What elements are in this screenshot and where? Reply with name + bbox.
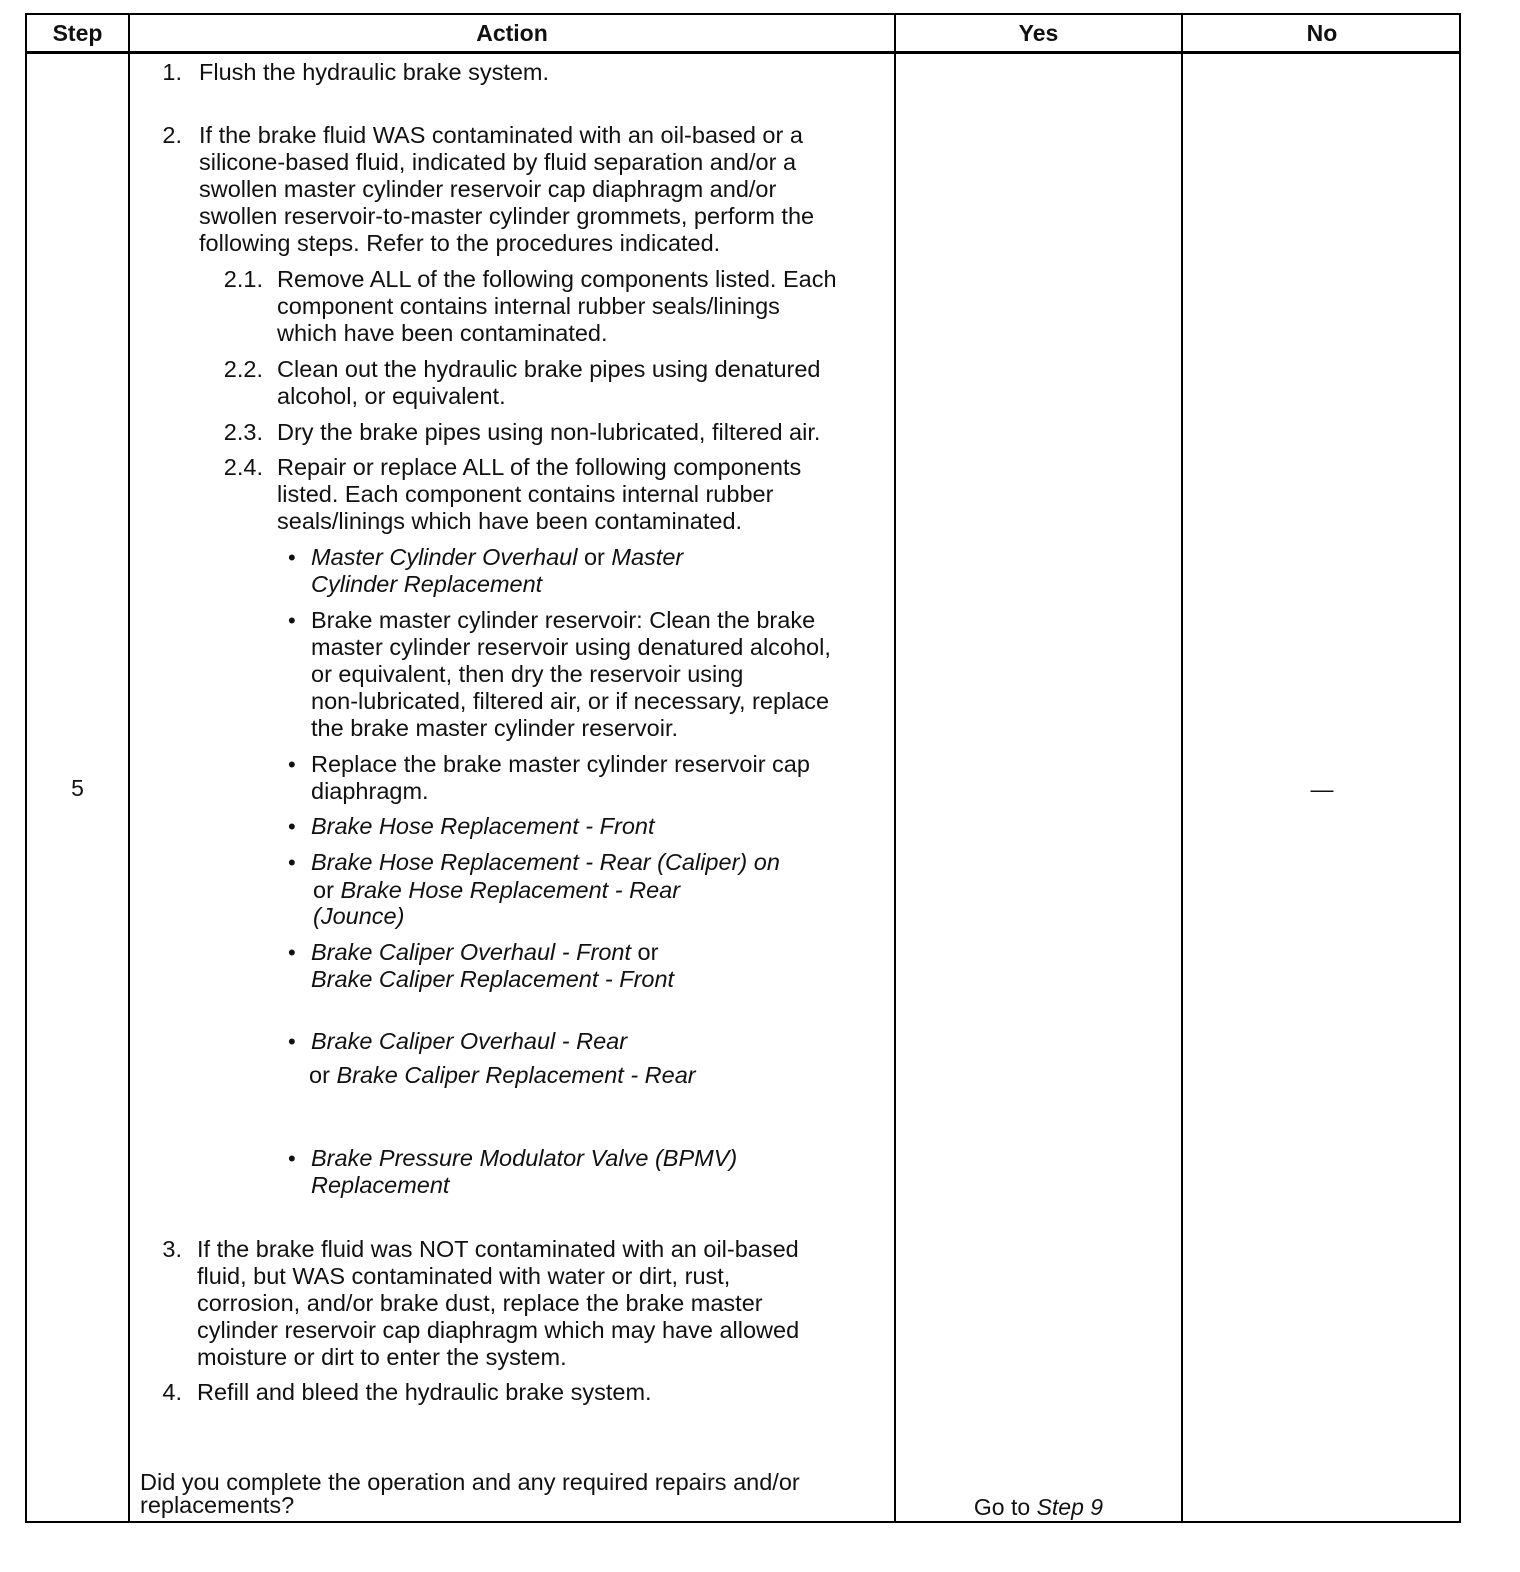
step-2-line-1: If the brake fluid WAS contaminated with an oil-based or a (199, 122, 803, 148)
step-2-1-line-3: which have been contaminated. (277, 320, 608, 346)
step-4-number: 4. (162, 1379, 182, 1405)
step-2-2-line-2: alcohol, or equivalent. (277, 383, 506, 409)
step-3-line-4: cylinder reservoir cap diaphragm which may have allowed (197, 1317, 800, 1343)
step-1-number: 1. (162, 59, 182, 85)
step-2-number: 2. (162, 122, 182, 148)
col-divider-action (894, 15, 896, 1521)
step-2-line-2: silicone-based fluid, indicated by fluid separation and/or a (199, 149, 797, 175)
bullet-8-line-2: Replacement (311, 1172, 450, 1198)
step-4-text: Refill and bleed the hydraulic brake system. (197, 1379, 652, 1405)
yes-step-link: Step 9 (1036, 1494, 1104, 1520)
header-yes: Yes (1018, 20, 1059, 46)
bullet-2-line-2: master cylinder reservoir using denatured alcohol, (311, 634, 831, 660)
bullet-6-line-2: Brake Caliper Replacement - Front (311, 966, 675, 992)
step-2-4-line-2: listed. Each component contains internal rubber (277, 481, 774, 507)
bullet-icon: • (288, 814, 296, 839)
step-2-4-line-1: Repair or replace ALL of the following components (277, 454, 802, 480)
step-2-2-number: 2.2. (223, 356, 263, 382)
bullet-1-line-1: Master Cylinder Overhaul or Master (311, 544, 684, 570)
bullet-5-line-3: (Jounce) (313, 903, 405, 929)
bullet-icon: • (288, 608, 296, 633)
step-1-text: Flush the hydraulic brake system. (199, 59, 550, 85)
bullet-3-line-2: diaphragm. (311, 778, 429, 804)
bullet-7-line-2: or Brake Caliper Replacement - Rear (309, 1062, 696, 1088)
header-no: No (1306, 20, 1338, 46)
step-2-4-line-3: seals/linings which have been contaminated. (277, 508, 743, 534)
bullet-icon: • (288, 545, 296, 570)
bullet-4-line-1: Brake Hose Replacement - Front (311, 813, 655, 839)
yes-prefix: Go to (973, 1494, 1037, 1520)
header-divider (27, 51, 1459, 54)
step-3-line-1: If the brake fluid was NOT contaminated with an oil-based (197, 1236, 799, 1262)
header-step: Step (52, 20, 103, 46)
step-2-2-line-1: Clean out the hydraulic brake pipes using denatured (277, 356, 821, 382)
bullet-3-line-1: Replace the brake master cylinder reservoir cap (311, 751, 810, 777)
step-2-1-line-1: Remove ALL of the following components listed. Each (277, 266, 837, 292)
bullet-6-line-1: Brake Caliper Overhaul - Front or (311, 939, 659, 965)
col-divider-step (128, 15, 130, 1521)
bullet-icon: • (288, 752, 296, 777)
question-line-1: Did you complete the operation and any required repairs and/or (140, 1469, 800, 1495)
step-2-line-5: following steps. Refer to the procedures indicated. (199, 230, 721, 256)
no-result: — (1310, 776, 1334, 802)
step-2-3-number: 2.3. (223, 419, 263, 445)
step-number: 5 (71, 775, 84, 801)
bullet-2-line-5: the brake master cylinder reservoir. (311, 715, 679, 741)
step-3-line-2: fluid, but WAS contaminated with water or dirt, rust, (197, 1263, 731, 1289)
bullet-5-line-2: or Brake Hose Replacement - Rear (313, 877, 681, 903)
bullet-2-line-1: Brake master cylinder reservoir: Clean the brake (311, 607, 816, 633)
bullet-8-line-1: Brake Pressure Modulator Valve (BPMV) (311, 1145, 738, 1171)
step-3-number: 3. (162, 1236, 182, 1262)
step-2-1-line-2: component contains internal rubber seals/linings (277, 293, 780, 319)
step-2-1-number: 2.1. (223, 266, 263, 292)
bullet-1-line-2: Cylinder Replacement (311, 571, 543, 597)
step-2-line-4: swollen reservoir-to-master cylinder grommets, perform the (199, 203, 815, 229)
step-3-line-5: moisture or dirt to enter the system. (197, 1344, 567, 1370)
question-line-2: replacements? (140, 1492, 295, 1518)
bullet-icon: • (288, 850, 296, 875)
step-2-4-number: 2.4. (223, 454, 263, 480)
bullet-icon: • (288, 1029, 296, 1054)
header-action: Action (476, 20, 548, 46)
col-divider-yes (1181, 15, 1183, 1521)
bullet-2-line-3: or equivalent, then dry the reservoir using (311, 661, 744, 687)
bullet-icon: • (288, 1146, 296, 1171)
bullet-2-line-4: non-lubricated, filtered air, or if necessary, replace (311, 688, 830, 714)
yes-result (896, 1494, 1181, 1521)
diagnostic-table (25, 13, 1461, 1523)
bullet-5-line-1: Brake Hose Replacement - Rear (Caliper) on (311, 849, 780, 875)
bullet-icon: • (288, 940, 296, 965)
step-2-3-text: Dry the brake pipes using non-lubricated, filtered air. (277, 419, 821, 445)
step-2-line-3: swollen master cylinder reservoir cap diaphragm and/or (199, 176, 777, 202)
bullet-7-line-1: Brake Caliper Overhaul - Rear (311, 1028, 628, 1054)
step-3-line-3: corrosion, and/or brake dust, replace the brake master (197, 1290, 763, 1316)
